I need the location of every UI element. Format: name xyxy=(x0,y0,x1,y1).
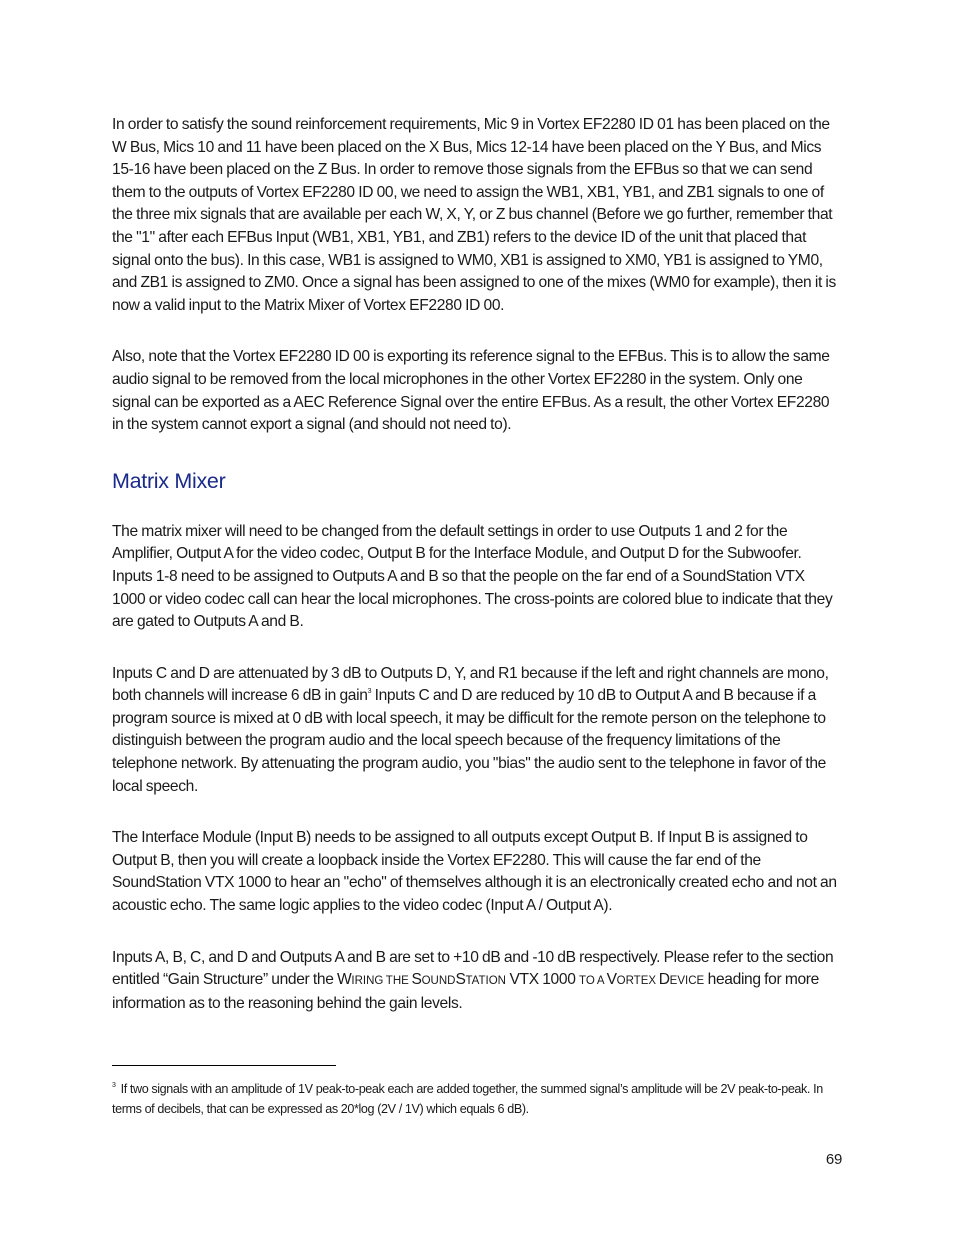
cross-reference-heading xyxy=(337,971,704,988)
footnote-reference: 3 xyxy=(367,688,372,696)
paragraph-aec-reference: Also, note that the Vortex EF2280 ID 00 is exporting its reference signal to the EFBus. This is to allow the same audio signal to be removed from the local microphones in the other Vortex EF2280 in the system. Only one signal can be exported as a AEC Reference Signal over the entire EFBus. As a result, the other Vortex EF2280 in the system cannot export a signal (and should not need to). xyxy=(112,348,830,434)
footnote xyxy=(112,1079,840,1119)
footnote-text: If two signals with an amplitude of 1V peak-to-peak each are added together, the summed signal’s amplitude will be 2V peak-to-peak. In terms of decibels, that can be expressed as 20*log (2V / 1V) which equals 6 dB). xyxy=(112,1082,823,1116)
paragraph-inputs-c-d-part1: Inputs C and D are attenuated by 3 dB to Outputs D, Y, and R1 because if the left and right channels are mono, both channels will increase 6 dB in gain xyxy=(112,664,829,705)
paragraph-matrix-mixer-outputs: The matrix mixer will need to be changed from the default settings in order to use Outputs 1 and 2 for the Amplifier, Output A for the video codec, Output B for the Interface Module, and Output D for the Subwoofer. Inputs 1-8 need to be assigned to Outputs A and B so that the people on the far end of a SoundStation VTX 1000 or video codec call can hear the local microphones. The cross-points are colored blue to indicate that they are gated to Outputs A and B. xyxy=(112,522,833,631)
page-number: 69 xyxy=(825,1151,842,1168)
section-heading-matrix-mixer: Matrix Mixer xyxy=(112,468,226,493)
smallcaps-tation: TATION xyxy=(465,975,506,988)
smallcaps-evice: EVICE xyxy=(669,975,705,988)
smallcaps-v: V xyxy=(606,971,617,989)
smallcaps-to-a: TO A xyxy=(579,975,607,988)
smallcaps-d: D xyxy=(658,971,670,989)
gain-text-vtx: VTX 1000 xyxy=(505,971,579,989)
smallcaps-ound: OUND xyxy=(421,975,456,988)
footnote-number: 3 xyxy=(112,1082,116,1089)
paragraph-gain-levels xyxy=(112,947,840,1016)
smallcaps-iring-the: IRING THE xyxy=(351,975,412,988)
paragraph-inputs-c-d-part2: Inputs C and D are reduced by 10 dB to Output A and B because if a program source is mixed at 0 dB with local speech, it may be difficult for the remote person on the telephone to distinguish between the program audio and the local speech because of the frequency limitations of the telephone network. By attenuating the program audio, you "bias" the audio sent to the telephone in favor of the local speech. xyxy=(112,687,826,795)
paragraph-interface-module-loopback: The Interface Module (Input B) needs to be assigned to all outputs except Output B. If Input B is assigned to Output B, then you will create a loopback inside the Vortex EF2280. This will cause the far end of the SoundStation VTX 1000 to hear an "echo" of themselves although it is an electronically created echo and not an acoustic echo. The same logic applies to the video codec (Input A / Output A). xyxy=(112,829,837,915)
paragraph-inputs-c-d-attenuation xyxy=(112,663,840,799)
smallcaps-s2: S xyxy=(455,971,466,989)
smallcaps-ortex: ORTEX xyxy=(616,975,659,988)
gain-text-part1: Inputs A, B, C, and D and Outputs A and B are set to +10 dB and -10 dB respectively. Please refer to the section entitled “Gain Structure” under the xyxy=(112,948,834,989)
paragraph-efbus-mix-assignment: In order to satisfy the sound reinforcement requirements, Mic 9 in Vortex EF2280 ID 01 has been placed on the W Bus, Mics 10 and 11 have been placed on the X Bus, Mics 12-14 have been placed on the Y Bus, and Mics 15-16 have been placed on the Z Bus. In order to remove those signals from the EFBus so that we can send them to the outputs of Vortex EF2280 ID 00, we need to assign the WB1, XB1, YB1, and ZB1 signals to one of the three mix signals that are available per each W, X, Y, or Z bus channel (Before we go further, remember that the "1" after each EFBus Input (WB1, XB1, YB1, and ZB1) refers to the device ID of the unit that placed that signal onto the bus). In this case, WB1 is assigned to WM0, XB1 is assigned to XM0, YB1 is assigned to YM0, and ZB1 is assigned to ZM0. Once a signal has been assigned to one of the mixes (WM0 for example), then it is now a valid input to the Matrix Mixer of Vortex EF2280 ID 00. xyxy=(112,116,836,314)
page-content xyxy=(112,114,840,1044)
gain-text-part3: heading for more information as to the reasoning behind the gain levels. xyxy=(112,971,819,1012)
smallcaps-s: S xyxy=(411,971,422,989)
footnote-divider xyxy=(112,1065,336,1066)
smallcaps-w: W xyxy=(337,971,352,989)
